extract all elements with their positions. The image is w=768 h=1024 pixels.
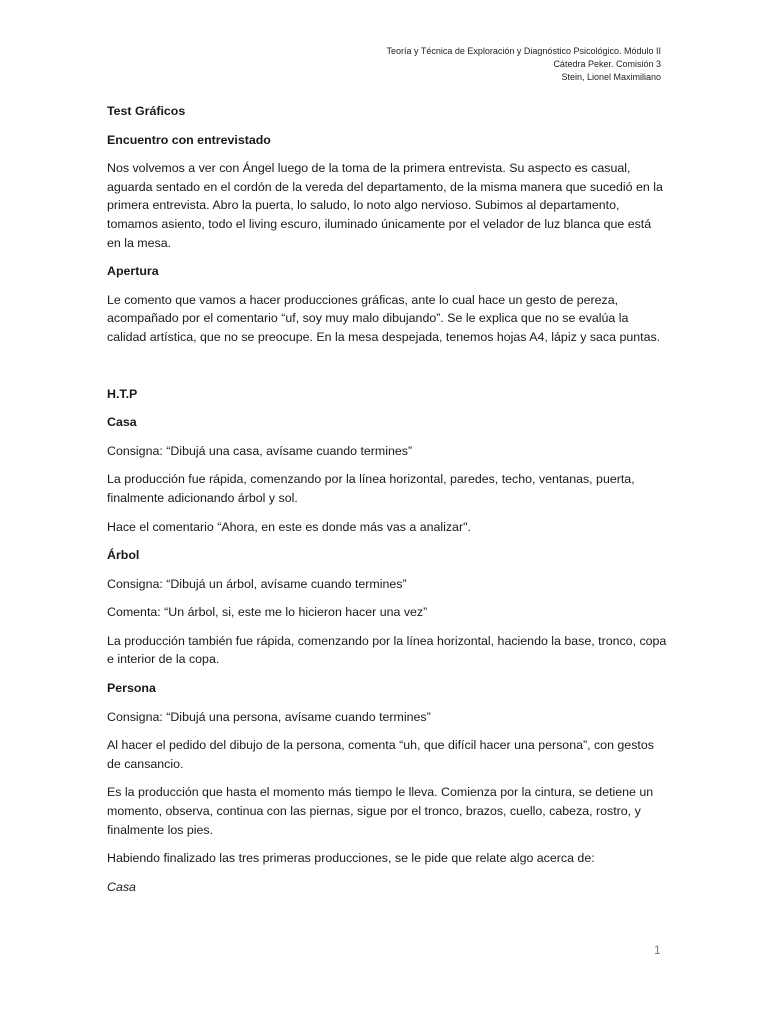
document-body — [107, 102, 667, 906]
encuentro-paragraph: Nos volvemos a ver con Ángel luego de la toma de la primera entrevista. Su aspecto es casual, aguarda sentado en el cordón de la vereda del departamento, de la misma manera que sucedió en la primera entrevista. Abro la puerta, lo saludo, lo noto algo nervioso. Subimos al departamento, tomamos asiento, todo el living escuro, iluminado únicamente por el velador de luz blanca que está en la mesa. — [107, 161, 663, 250]
document-title: Test Gráficos — [107, 104, 186, 118]
persona-heading: Persona — [107, 681, 156, 696]
casa-consigna: Consigna: “Dibujá una casa, avísame cuando termines” — [107, 443, 413, 458]
casa-produccion: La producción fue rápida, comenzando por la línea horizontal, paredes, techo, ventanas, puerta, finalmente adicionando árbol y sol. — [107, 472, 635, 505]
persona-produccion: Es la producción que hasta el momento más tiempo le lleva. Comienza por la cintura, se detiene un momento, observa, continua con las piernas, sigue por el tronco, brazos, cuello, cabeza, rostro, y finalmente los pies. — [107, 785, 654, 837]
arbol-heading: Árbol — [107, 548, 140, 563]
persona-consigna: Consigna: “Dibujá una persona, avísame cuando termines” — [107, 709, 431, 724]
page-number: 1 — [654, 943, 661, 957]
arbol-comenta: Comenta: “Un árbol, si, este me lo hicieron hacer una vez” — [107, 605, 428, 620]
casa-comentario: Hace el comentario “Ahora, en este es donde más vas a analizar". — [107, 519, 471, 534]
htp-heading: H.T.P — [107, 386, 138, 401]
header-author-line: Stein, Lionel Maximiliano — [561, 72, 661, 82]
apertura-paragraph: Le comento que vamos a hacer producciones gráficas, ante lo cual hace un gesto de pereza, acompañado por el comentario “uf, soy muy malo dibujando”. Se le explica que no se evalúa la calidad artística, que no se preocupe. En la mesa despejada, tenemos hojas A4, lápiz y saca puntas. — [107, 292, 661, 344]
encuentro-heading: Encuentro con entrevistado — [107, 132, 271, 147]
persona-pedido: Al hacer el pedido del dibujo de la persona, comenta “uh, que difícil hacer una persona”, con gestos de cansancio. — [107, 738, 654, 771]
casa-heading: Casa — [107, 415, 137, 430]
page-header — [387, 45, 661, 84]
finalizado-paragraph: Habiendo finalizado las tres primeras producciones, se le pide que relate algo acerca de: — [107, 851, 595, 866]
header-course-line: Teoría y Técnica de Exploración y Diagnóstico Psicológico. Módulo II — [386, 46, 661, 56]
apertura-heading: Apertura — [107, 264, 159, 279]
header-catedra-line: Cátedra Peker. Comisión 3 — [553, 59, 661, 69]
arbol-produccion: La producción también fue rápida, comenzando por la línea horizontal, haciendo la base, tronco, copa e interior de la copa. — [107, 633, 667, 667]
arbol-consigna: Consigna: “Dibujá un árbol, avísame cuando termines” — [107, 576, 407, 591]
casa-italic-subheading: Casa — [107, 879, 136, 894]
